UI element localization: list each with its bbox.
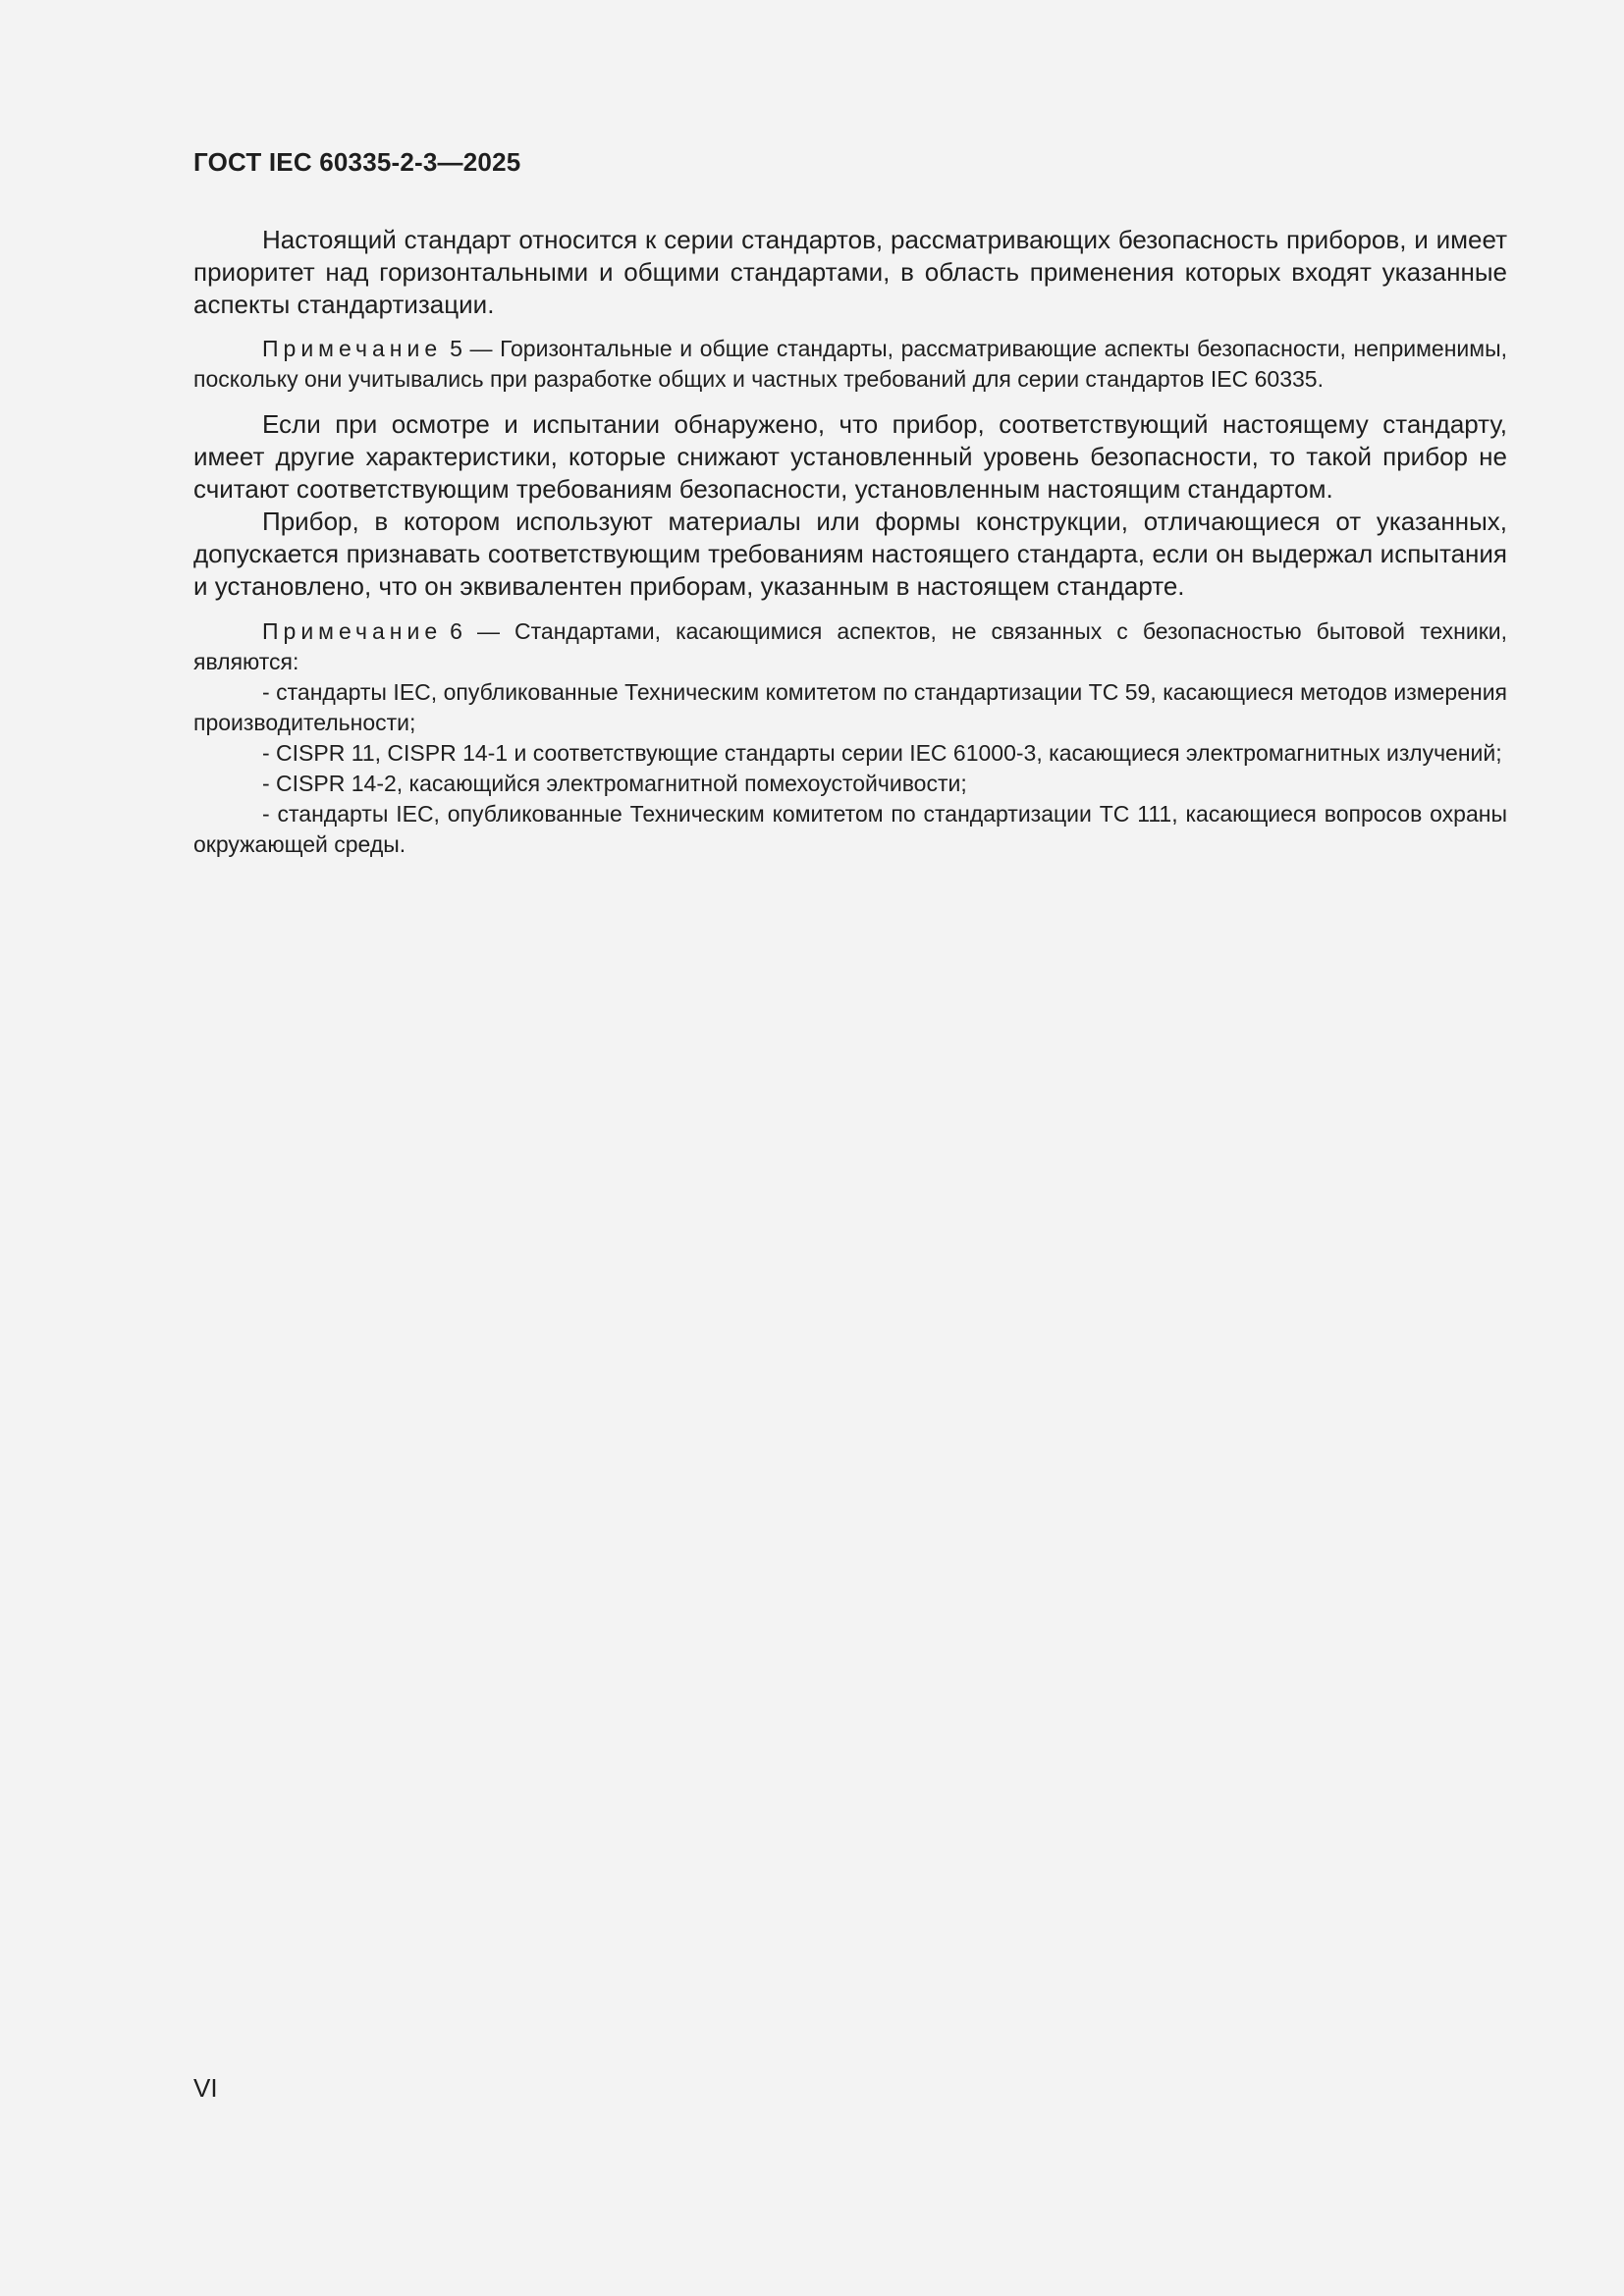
document-header: ГОСТ IEC 60335-2-3—2025	[193, 147, 521, 177]
page-number: VI	[193, 2073, 218, 2103]
spacer	[193, 321, 1507, 334]
list-item: - CISPR 11, CISPR 14-1 и соответствующие стандарты серии IEC 61000-3, касающиеся электромагнитных излучений;	[262, 740, 1502, 766]
list-item: - CISPR 14-2, касающийся электромагнитной помехоустойчивости;	[262, 771, 967, 796]
note-text: 5 — Горизонтальные и общие стандарты, рассматривающие аспекты безопасности, неприменимы, поскольку они учитывались при разработке общих и частных требований для серии стандартов IEC 60335.	[193, 336, 1507, 392]
document-body	[193, 224, 1507, 860]
note-label: Примечание	[262, 336, 443, 361]
paragraph-materials: Прибор, в котором используют материалы или формы конструкции, отличающиеся от указанных, допускается признавать соответствующим требованиям настоящего стандарта, если он выдержал испытания и установлено, что он эквивалентен приборам, указанным в настоящем стандарте.	[193, 507, 1507, 601]
paragraph-inspection: Если при осмотре и испытании обнаружено, что прибор, соответствующий настоящему стандарту, имеет другие характеристики, которые снижают установленный уровень безопасности, то такой прибор не считают соответствующим требованиям безопасности, установленным настоящим стандартом.	[193, 409, 1507, 504]
spacer	[193, 603, 1507, 616]
note-label: Примечание	[262, 618, 443, 644]
list-item: - стандарты IEC, опубликованные Техническим комитетом по стандартизации ТС 59, касающиеся методов измерения производительности;	[193, 679, 1507, 735]
list-item: - стандарты IEC, опубликованные Техническим комитетом по стандартизации ТС 111, касающиеся вопросов охраны окружающей среды.	[193, 801, 1507, 857]
note-text: 6 — Стандартами, касающимися аспектов, не связанных с безопасностью бытовой техники, являются:	[193, 618, 1507, 674]
paragraph-scope: Настоящий стандарт относится к серии стандартов, рассматривающих безопасность приборов, и имеет приоритет над горизонтальными и общими стандартами, в область применения которых входят указанные аспекты стандартизации.	[193, 225, 1507, 319]
note-5	[193, 334, 1507, 395]
note-6	[193, 616, 1507, 677]
spacer	[193, 395, 1507, 408]
